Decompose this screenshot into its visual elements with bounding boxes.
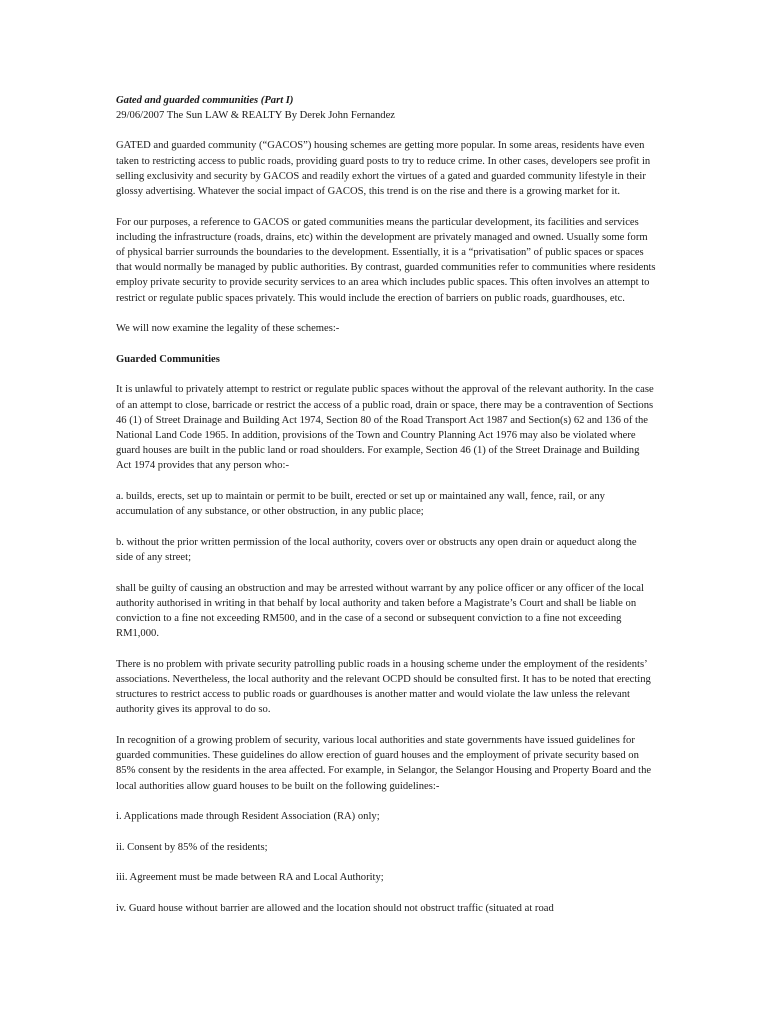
list-item: b. without the prior written permission of the local authority, covers over or obstructs any open drain or aqueduct along the side of any street; (116, 536, 637, 564)
list-item: iii. Agreement must be made between RA and Local Authority; (116, 872, 384, 884)
list-item: iv. Guard house without barrier are allowed and the location should not obstruct traffic (situated at road (116, 903, 554, 914)
paragraph: There is no problem with private security patrolling public roads in a housing scheme under the employment of the residents’ associations. Nevertheless, the local authority and the relevant OCPD should be consulted first. It has to be noted that erecting structures to restrict access to public roads or guardhouses is another matter and would violate the law unless the relevant authority gives its approval to do so. (116, 658, 651, 716)
paragraph: GATED and guarded community (“GACOS”) housing schemes are getting more popular. In some areas, residents have even taken to restricting access to public roads, providing guard posts to try to reduce crime. In other cases, developers see profit in selling exclusivity and security by GACOS and readily exhort the virtues of a gated and guarded community lifestyle in their glossy advertising. Whatever the social impact of GACOS, this trend is on the rise and there is a growing market for it. (116, 140, 651, 198)
paragraph: shall be guilty of causing an obstruction and may be arrested without warrant by any police officer or any officer of the local authority authorised in writing in that behalf by local authority and taken before a Magistrate’s Court and shall be liable on conviction to a fine not exceeding RM500, and in the case of a second or subsequent conviction to a fine not exceeding RM1,000. (116, 582, 644, 640)
list-item: i. Applications made through Resident Association (RA) only; (116, 811, 380, 823)
section-heading: Guarded Communities (116, 353, 220, 365)
list-item: a. builds, erects, set up to maintain or permit to be built, erected or set up or maintained any wall, fence, rail, or any accumulation of any substance, or other obstruction, in any public place; (116, 491, 605, 518)
paragraph: We will now examine the legality of these schemes:- (116, 323, 340, 335)
list-item: ii. Consent by 85% of the residents; (116, 841, 268, 853)
paragraph: In recognition of a growing problem of security, various local authorities and state governments have issued guidelines for guarded communities. These guidelines do allow erection of guard houses and the employment of private security based on 85% consent by the residents in the area affected. For example, in Selangor, the Selangor Housing and Property Board and the local authorities allow guard houses to be built on the following guidelines:- (116, 735, 652, 792)
article-title: Gated and guarded communities (Part I) (116, 95, 294, 106)
article-byline: 29/06/2007 The Sun LAW & REALTY By Derek John Fernandez (116, 110, 395, 122)
paragraph: It is unlawful to privately attempt to restrict or regulate public spaces without the approval of the relevant authority. In the case of an attempt to close, barricade or restrict the access of a public road, drain or space, there may be a contravention of Sections 46 (1) of Street Drainage and Building Act 1974, Section 80 of the Road Transport Act 1987 and Section(s) 62 and 136 of the National Land Code 1965. In addition, provisions of the Town and Country Planning Act 1976 may also be violated where guard houses are built in the public land or road shoulders. For example, Section 46 (1) of the Street Drainage and Building Act 1974 provides that any person who:- (116, 384, 654, 472)
article-body (116, 93, 656, 932)
paragraph: For our purposes, a reference to GACOS or gated communities means the particular development, its facilities and services including the infrastructure (roads, drains, etc) within the development are privately managed and owned. Usually some form of physical barrier surrounds the boundaries to the development. Essentially, it is a “privatisation” of public spaces or spaces that would normally be managed by public authorities. By contrast, guarded communities refer to communities where residents employ private security to provide security services to an area which includes public spaces. This often involves an attempt to restrict or regulate public spaces privately. This would include the erection of barriers on public roads, guardhouses, etc. (116, 216, 656, 304)
